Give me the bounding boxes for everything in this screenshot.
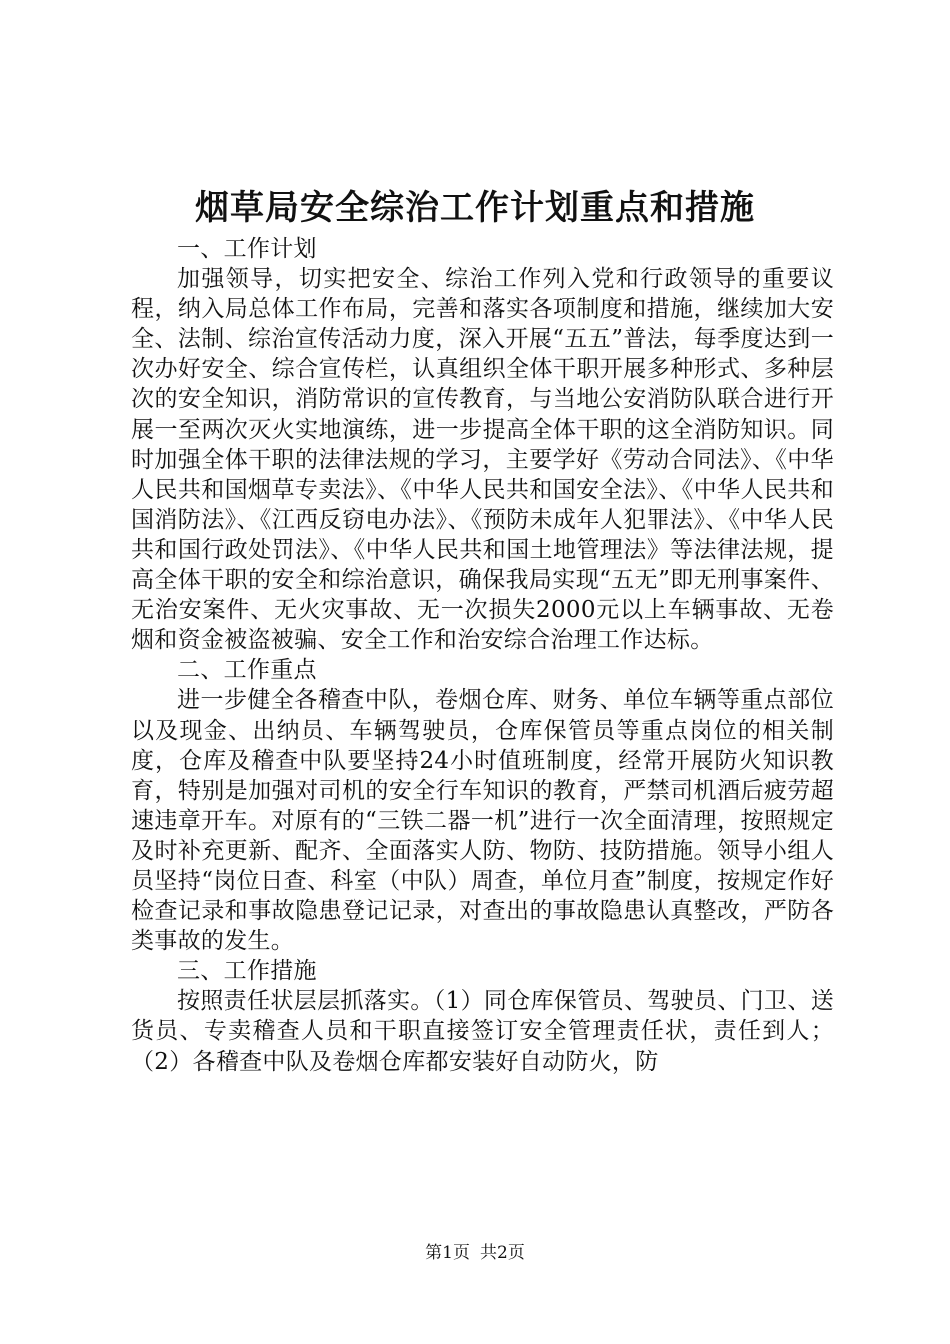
paragraph-work-measures: 按照责任状层层抓落实。（1）同仓库保管员、驾驶员、门卫、送货员、专卖稽查人员和干职直接签订安全管理责任状，责任到人；（2）各稽查中队及卷烟仓库都安装好自动防火，防	[131, 988, 834, 1075]
page-footer	[0, 1242, 950, 1264]
section-heading-work-plan: 一、工作计划	[177, 236, 317, 262]
paragraph-work-focus: 进一步健全各稽查中队，卷烟仓库、财务、单位车辆等重点部位以及现金、出纳员、车辆驾驶员，仓库保管员等重点岗位的相关制度，仓库及稽查中队要坚持24小时值班制度，经常开展防火知识教育，特别是加强对司机的安全行车知识的教育，严禁司机酒后疲劳超速违章开车。对原有的“三铁二器一机”进行一次全面清理，按照规定及时补充更新、配齐、全面落实人防、物防、技防措施。领导小组人员坚持“岗位日查、科室（中队）周查，单位月查”制度，按规定作好检查记录和事故隐患登记记录，对查出的事故隐患认真整改，严防各类事故的发生。	[131, 687, 834, 955]
page-number: 第1页	[425, 1243, 470, 1263]
document-body	[131, 234, 834, 1077]
document-title: 烟草局安全综治工作计划重点和措施	[195, 188, 755, 228]
paragraph-work-plan: 加强领导，切实把安全、综治工作列入党和行政领导的重要议程，纳入局总体工作布局，完善和落实各项制度和措施，继续加大安全、法制、综治宣传活动力度，深入开展“五五”普法，每季度达到一次办好安全、综合宣传栏，认真组织全体干职开展多种形式、多种层次的安全知识，消防常识的宣传教育，与当地公安消防队联合进行开展一至两次灭火实地演练，进一步提高全体干职的这全消防知识。同时加强全体干职的法律法规的学习，主要学好《劳动合同法》、《中华人民共和国烟草专卖法》、《中华人民共和国安全法》、《中华人民共和国消防法》、《江西反窃电办法》、《预防未成年人犯罪法》、《中华人民共和国行政处罚法》、《中华人民共和国土地管理法》等法律法规，提高全体干职的安全和综治意识，确保我局实现“五无”即无刑事案件、无治安案件、无火灾事故、无一次损失2000元以上车辆事故、无卷烟和资金被盗被骗、安全工作和治安综合治理工作达标。	[131, 266, 834, 654]
section-heading-work-focus: 二、工作重点	[177, 657, 317, 684]
page-total: 共2页	[480, 1243, 525, 1263]
section-heading-work-measures: 三、工作措施	[177, 958, 317, 985]
